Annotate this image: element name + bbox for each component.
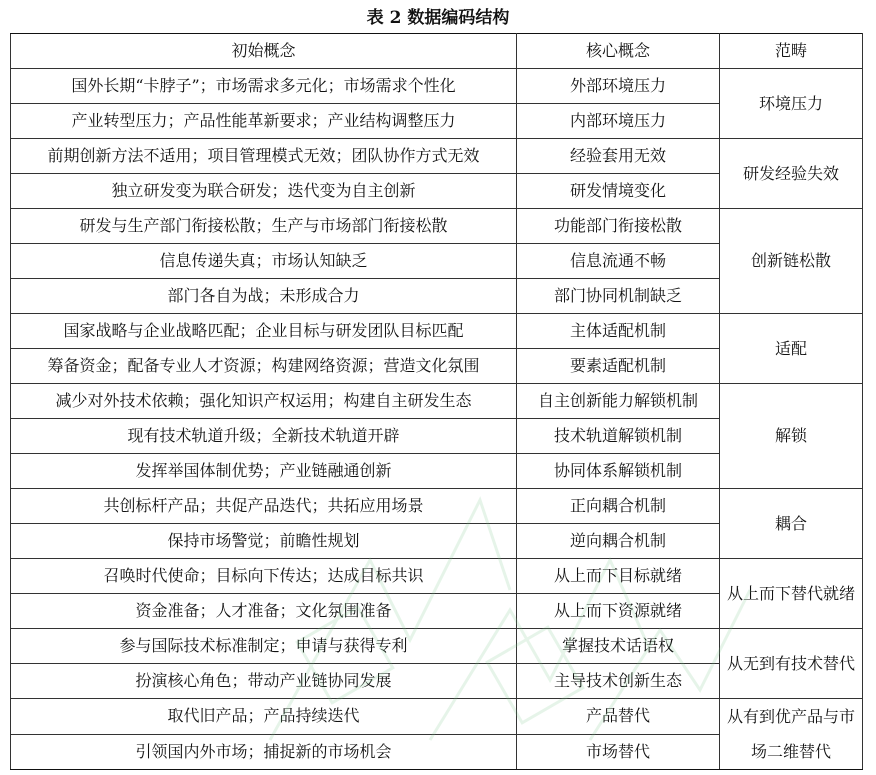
category-cell: 解锁 <box>720 384 863 489</box>
category-cell: 耦合 <box>720 489 863 559</box>
header-initial-concept: 初始概念 <box>11 34 517 69</box>
initial-concept-cell: 发挥举国体制优势；产业链融通创新 <box>11 454 517 489</box>
data-coding-table <box>10 33 863 770</box>
initial-concept-cell: 参与国际技术标准制定；申请与获得专利 <box>11 629 517 664</box>
category-cell: 创新链松散 <box>720 209 863 314</box>
core-concept-cell: 经验套用无效 <box>517 139 720 174</box>
core-concept-cell: 内部环境压力 <box>517 104 720 139</box>
table-row <box>11 489 863 524</box>
initial-concept-cell: 召唤时代使命；目标向下传达；达成目标共识 <box>11 559 517 594</box>
core-concept-cell: 正向耦合机制 <box>517 489 720 524</box>
table-row <box>11 209 863 244</box>
core-concept-cell: 自主创新能力解锁机制 <box>517 384 720 419</box>
header-core-concept: 核心概念 <box>517 34 720 69</box>
core-concept-cell: 信息流通不畅 <box>517 244 720 279</box>
core-concept-cell: 功能部门衔接松散 <box>517 209 720 244</box>
core-concept-cell: 掌握技术话语权 <box>517 629 720 664</box>
initial-concept-cell: 国外长期“卡脖子”；市场需求多元化；市场需求个性化 <box>11 69 517 104</box>
core-concept-cell: 主体适配机制 <box>517 314 720 349</box>
initial-concept-cell: 筹备资金；配备专业人才资源；构建网络资源；营造文化氛围 <box>11 349 517 384</box>
core-concept-cell: 协同体系解锁机制 <box>517 454 720 489</box>
initial-concept-cell: 部门各自为战；未形成合力 <box>11 279 517 314</box>
table-row <box>11 629 863 664</box>
table-body <box>11 69 863 770</box>
core-concept-cell: 逆向耦合机制 <box>517 524 720 559</box>
category-cell: 适配 <box>720 314 863 384</box>
table-row <box>11 559 863 594</box>
initial-concept-cell: 共创标杆产品；共促产品迭代；共拓应用场景 <box>11 489 517 524</box>
core-concept-cell: 外部环境压力 <box>517 69 720 104</box>
category-cell: 从有到优产品与市场二维替代 <box>720 699 863 770</box>
initial-concept-cell: 现有技术轨道升级；全新技术轨道开辟 <box>11 419 517 454</box>
category-cell: 研发经验失效 <box>720 139 863 209</box>
table-row <box>11 384 863 419</box>
core-concept-cell: 要素适配机制 <box>517 349 720 384</box>
initial-concept-cell: 引领国内外市场；捕捉新的市场机会 <box>11 734 517 770</box>
table-title: 表 2 数据编码结构 <box>366 8 510 28</box>
category-cell: 从上而下替代就绪 <box>720 559 863 629</box>
initial-concept-cell: 研发与生产部门衔接松散；生产与市场部门衔接松散 <box>11 209 517 244</box>
header-category: 范畴 <box>720 34 863 69</box>
category-cell: 从无到有技术替代 <box>720 629 863 699</box>
initial-concept-cell: 减少对外技术依赖；强化知识产权运用；构建自主研发生态 <box>11 384 517 419</box>
core-concept-cell: 主导技术创新生态 <box>517 664 720 699</box>
core-concept-cell: 产品替代 <box>517 699 720 735</box>
core-concept-cell: 从上而下资源就绪 <box>517 594 720 629</box>
initial-concept-cell: 国家战略与企业战略匹配；企业目标与研发团队目标匹配 <box>11 314 517 349</box>
table-row <box>11 69 863 104</box>
core-concept-cell: 部门协同机制缺乏 <box>517 279 720 314</box>
initial-concept-cell: 前期创新方法不适用；项目管理模式无效；团队协作方式无效 <box>11 139 517 174</box>
category-cell: 环境压力 <box>720 69 863 139</box>
core-concept-cell: 从上而下目标就绪 <box>517 559 720 594</box>
initial-concept-cell: 资金准备；人才准备；文化氛围准备 <box>11 594 517 629</box>
table-row <box>11 139 863 174</box>
table-row <box>11 699 863 735</box>
table-row <box>11 314 863 349</box>
core-concept-cell: 市场替代 <box>517 734 720 770</box>
initial-concept-cell: 保持市场警觉；前瞻性规划 <box>11 524 517 559</box>
initial-concept-cell: 扮演核心角色；带动产业链协同发展 <box>11 664 517 699</box>
initial-concept-cell: 独立研发变为联合研发；迭代变为自主创新 <box>11 174 517 209</box>
header-row <box>11 34 863 69</box>
core-concept-cell: 研发情境变化 <box>517 174 720 209</box>
initial-concept-cell: 产业转型压力；产品性能革新要求；产业结构调整压力 <box>11 104 517 139</box>
core-concept-cell: 技术轨道解锁机制 <box>517 419 720 454</box>
initial-concept-cell: 信息传递失真；市场认知缺乏 <box>11 244 517 279</box>
initial-concept-cell: 取代旧产品；产品持续迭代 <box>11 699 517 735</box>
